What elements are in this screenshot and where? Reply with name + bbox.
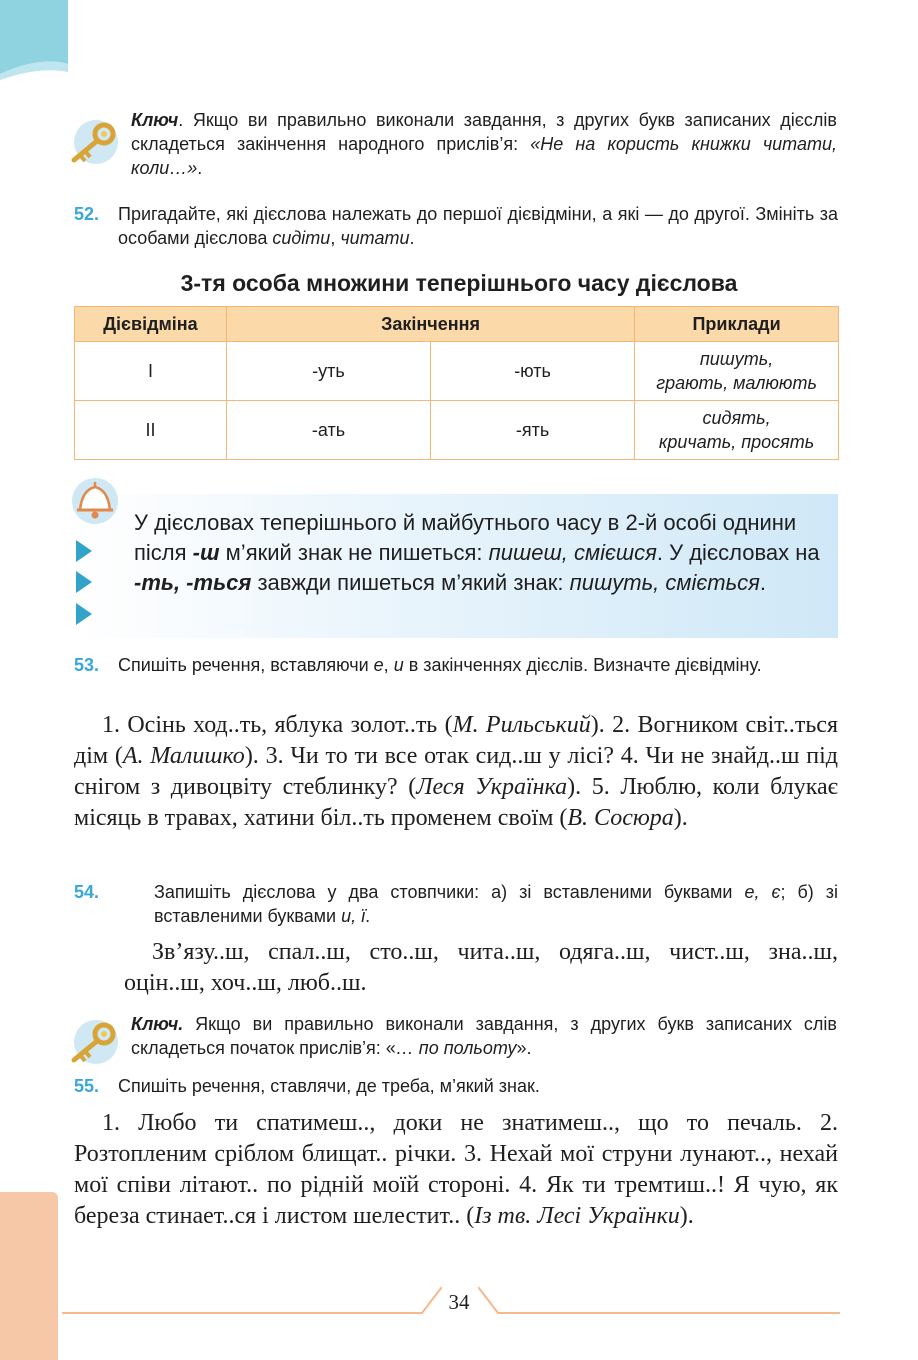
- corner-decoration-bottom: [0, 1192, 58, 1360]
- sentence: ).: [673, 805, 688, 831]
- sentence: ).: [679, 1203, 694, 1229]
- table-header-row: [75, 307, 839, 342]
- task-text-part: Запишіть дієслова у два стовпчики: а) зі вставленими буквами: [154, 882, 745, 902]
- example-line: пишуть,: [699, 349, 774, 369]
- table-title: 3-тя особа множини теперішнього часу дієслова: [180, 270, 738, 296]
- author: Леся Українка: [416, 774, 568, 800]
- rule-part: м’який знак не пишеться:: [219, 540, 489, 565]
- task-text: [154, 880, 838, 928]
- key-icon: [66, 118, 124, 168]
- rule-example: пишеш, смієшся: [488, 540, 657, 565]
- example-line: кричать, просять: [658, 432, 815, 452]
- ending-cell: -ать: [226, 401, 430, 460]
- key-label: Ключ.: [131, 1014, 184, 1034]
- key-tail: ».: [516, 1038, 532, 1058]
- key-tail: .: [197, 158, 203, 178]
- bullet-triangle-icon: [76, 540, 92, 562]
- conjugation-cell: I: [75, 342, 227, 401]
- task-text-part: ; б) зі вставленими буквами: [154, 882, 838, 926]
- separator: ,: [383, 655, 394, 675]
- task-text-part: Пригадайте, які дієслова належать до першої дієвідміни, а які — до другої. Змініть за особами дієслова: [118, 204, 838, 248]
- example-line: грають, малюють: [656, 373, 817, 393]
- letter: е: [373, 655, 384, 675]
- word-list-54: Зв’язу..ш, спал..ш, сто..ш, чита..ш, одяга..ш, чист..ш, зна..ш, оцін..ш, хоч..ш, люб..ш.: [124, 939, 838, 996]
- author: В. Сосюра: [567, 805, 674, 831]
- separator: ,: [330, 228, 341, 248]
- rule-bold: -ть, -ться: [134, 570, 252, 595]
- bullet-triangle-icon: [76, 571, 92, 593]
- task-text: [118, 202, 838, 250]
- key-note-2: [131, 1012, 837, 1060]
- sentence: 1. Осінь ход..ть, яблука золот..ть (: [102, 712, 453, 738]
- task-text-tail: .: [409, 228, 415, 248]
- author: М. Рильський: [452, 712, 591, 738]
- task-55: [74, 1074, 838, 1098]
- key-text: . Якщо ви правильно виконали завдання, з других букв записаних дієслів складеться закінчення народного прислів’я:: [131, 110, 837, 154]
- letter: и, ї: [341, 906, 366, 926]
- author: А. Малишко: [122, 743, 245, 769]
- sentence: ). 2. Вогником світ..ться дім (: [74, 712, 838, 769]
- header-endings: Закінчення: [226, 307, 634, 342]
- rule-part: .: [759, 570, 767, 595]
- example-line: сидять,: [702, 408, 771, 428]
- sentence: ). 3. Чи то ти все отак сид..ш у лісі? 4. Чи не знайд..ш під снігом з дивоцвіту стеблинку? (: [74, 743, 838, 800]
- task-52: [74, 202, 838, 250]
- key-note-1: [131, 108, 837, 180]
- rule-example: пишуть, сміється: [569, 570, 760, 595]
- reading-text-55: [74, 1108, 838, 1232]
- ending-cell: -уть: [226, 342, 430, 401]
- letter: и: [393, 655, 404, 675]
- rule-part: завжди пишеться м’який знак:: [251, 570, 570, 595]
- header-examples: Приклади: [635, 307, 839, 342]
- verb: читати: [340, 228, 410, 248]
- corner-decoration-top: [0, 0, 72, 90]
- conjugation-cell: II: [75, 401, 227, 460]
- task-number: 52.: [74, 204, 100, 224]
- ending-cell: -ють: [431, 342, 635, 401]
- key-text: Якщо ви правильно виконали завдання, з других букв записаних слів складеться початок прислів’я: «: [131, 1014, 837, 1058]
- task-text-part: в закінченнях дієслів. Визначте дієвідміну.: [403, 655, 762, 675]
- bell-icon: [68, 476, 122, 526]
- bullet-triangle-icon: [76, 603, 92, 625]
- sentence: 1. Любо ти спатимеш.., доки не знатимеш.., що то печаль. 2. Розтопленим сріблом блищат.. річки. 3. Нехай мої струни лунают.., нехай мої співи літают.. по рідній моїй стороні. 4. Як ти тремтиш..! Я чую, як береза стинает..ся і листом шелестит.. (: [74, 1110, 838, 1229]
- rule-part: . У дієсловах на: [656, 540, 820, 565]
- task-number: 53.: [74, 655, 100, 675]
- task-text-part: Спишіть речення, вставляючи: [118, 655, 374, 675]
- reading-text-53: [74, 710, 838, 834]
- key-quote: «Не на користь книжки читати, коли…»: [131, 134, 837, 178]
- task-53: [74, 653, 838, 677]
- endings-table: [74, 306, 839, 460]
- task-text-part: .: [365, 906, 371, 926]
- rule-text: [134, 508, 834, 598]
- task-54: [74, 880, 838, 928]
- key-quote: … по польоту: [395, 1038, 517, 1058]
- rule-bold: -ш: [192, 540, 220, 565]
- verb: сидіти: [272, 228, 331, 248]
- page-number: 34: [448, 1290, 470, 1314]
- key-label: Ключ: [131, 110, 179, 130]
- sentence: ). 5. Люблю, коли блукає місяць в травах, хатини біл..ть променем своїм (: [74, 774, 838, 831]
- ending-cell: -ять: [431, 401, 635, 460]
- key-icon: [66, 1018, 124, 1068]
- examples-cell: [635, 342, 839, 401]
- examples-cell: [635, 401, 839, 460]
- task-text: Спишіть речення, ставлячи, де треба, м’який знак.: [118, 1076, 540, 1096]
- rule-part: У дієсловах теперішнього й майбутнього часу в 2-й особі однини після: [134, 510, 797, 565]
- task-number: 55.: [74, 1076, 100, 1096]
- header-conjugation: Дієвідміна: [75, 307, 227, 342]
- author: Із тв. Лесі Українки: [474, 1203, 680, 1229]
- letter: е, є: [744, 882, 781, 902]
- task-number: 54.: [74, 882, 100, 902]
- table-row: [75, 342, 839, 401]
- table-row: [75, 401, 839, 460]
- task-text: [118, 653, 838, 677]
